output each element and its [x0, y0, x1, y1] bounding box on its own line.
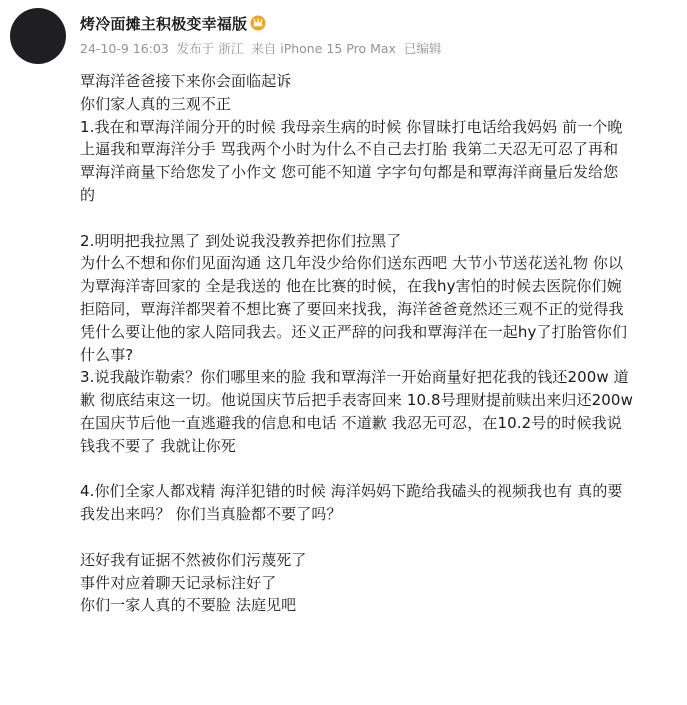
post-text-line: 1.我在和覃海洋闹分开的时候 我母亲生病的时候 你冒昧打电话给我妈妈 前一个晚	[80, 117, 623, 136]
post-text-line: 歉 彻底结束这一切。他说国庆节后把手表寄回来 10.8号理财提前赎出来归还200w	[80, 391, 633, 410]
post-timestamp[interactable]: 24-10-9 16:03	[80, 41, 169, 56]
post-text-line: 什么事?	[80, 345, 134, 364]
author-row	[80, 10, 677, 36]
post-meta	[80, 39, 677, 57]
post-body	[80, 70, 680, 617]
post-text-line: 拒陪同，覃海洋都哭着不想比赛了要回来找我，海洋爸爸竟然还三观不正的觉得我	[80, 299, 624, 318]
paragraph-spacer	[80, 207, 680, 230]
paragraph-spacer	[80, 526, 680, 549]
paragraph-spacer	[80, 458, 680, 481]
post-text-line: 事件对应着聊天记录标注好了	[80, 573, 277, 592]
post-text-line: 还好我有证据不然被你们污蔑死了	[80, 550, 307, 569]
post-text-line: 为什么不想和你们见面沟通 这几年没少给你们送东西吧 大节小节送花送礼物 你以	[80, 254, 624, 273]
post-text-line: 你们家人真的三观不正	[80, 94, 232, 113]
post-header	[80, 10, 677, 57]
post-source: 来自 iPhone 15 Pro Max	[251, 41, 396, 56]
post-text-line: 覃海洋爸爸接下来你会面临起诉	[80, 72, 292, 90]
post-text-line: 在国庆节后他一直逃避我的信息和电话 不道歉 我忍无可忍，在10.2号的时候我说	[80, 413, 622, 432]
post-location: 发布于 浙江	[176, 41, 244, 56]
post-text-line: 覃海洋商量下给您发了小作文 您可能不知道 字字句句都是和覃海洋商量后发给您	[80, 163, 619, 182]
post-text-line: 钱我不要了 我就让你死	[80, 436, 236, 455]
post-text-line: 4.你们全家人都戏精 海洋犯错的时候 海洋妈妈下跪给我磕头的视频我也有 真的要	[80, 482, 623, 501]
post-text-line: 2.明明把我拉黑了 到处说我没教养把你们拉黑了	[80, 231, 402, 250]
post-text-line: 你们一家人真的不要脸 法庭见吧	[80, 596, 297, 615]
post-text-line: 3.说我敲诈勒索？你们哪里来的脸 我和覃海洋一开始商量好把花我的钱还200w 道	[80, 368, 629, 387]
post-text-line: 为覃海洋寄回家的 全是我送的 他在比赛的时候，在我hy害怕的时候去医院你们婉	[80, 277, 622, 296]
post-text-line: 的	[80, 185, 96, 204]
author-name[interactable]: 烤冷面摊主积极变幸福版	[80, 14, 248, 33]
post-text-line: 我发出来吗？ 你们当真脸都不要了吗？	[80, 505, 342, 524]
avatar[interactable]	[10, 8, 66, 64]
crown-badge-icon	[250, 15, 266, 31]
edited-label[interactable]: 已编辑	[403, 41, 442, 56]
post-text-line: 上逼我和覃海洋分手 骂我两个小时为什么不自己去打胎 我第二天忍无可忍了再和	[80, 140, 619, 159]
post-text-line: 凭什么要让他的家人陪同我去。还义正严辞的问我和覃海洋在一起hy了打胎管你们	[80, 322, 628, 341]
